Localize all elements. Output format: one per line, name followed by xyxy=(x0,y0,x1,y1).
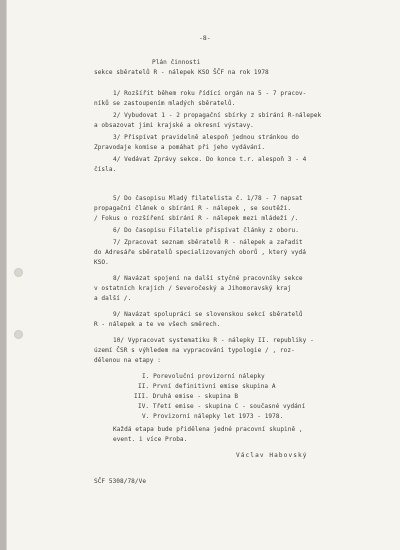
closing-line-1: Každá etapa bude přidělena jedné pracovní skupině , xyxy=(113,426,303,433)
reference-number: SČF 5308/78/Ve xyxy=(94,478,147,485)
item-5-line-1: 5/ Do časopisu Mladý filatelista č. 1/78 - 7 napsat xyxy=(113,195,303,202)
item-6: 6/ Do časopisu Filatelie přispívat články z oboru. xyxy=(113,227,299,234)
document-title: Plán činnosti xyxy=(152,59,201,66)
stage-1: I. Porevoluční provizorní nálepky xyxy=(142,373,265,380)
item-4-line-2: čísla. xyxy=(94,166,117,173)
item-7-line-2: do Adresáře sběratelů specializovaných oborů , který vydá xyxy=(94,249,306,256)
stage-2: II. První definitivní emise skupina A xyxy=(138,383,276,390)
item-3-line-2: Zpravodaje komise a pomáhat při jeho vydávání. xyxy=(94,144,266,151)
signature: Václav Habovský xyxy=(236,452,308,459)
punch-hole xyxy=(14,330,23,339)
stage-3: III. Druhá emise - skupina B xyxy=(134,393,239,400)
item-3-line-1: 3/ Přispívat pravidelně alespoň jednou stránkou do xyxy=(113,134,299,141)
punch-hole xyxy=(14,268,23,277)
item-7-line-1: 7/ Zpracovat seznam sběratelů R - nálepek a zařadit xyxy=(113,239,303,246)
item-10-line-3: dělenou na etapy : xyxy=(94,357,161,364)
item-1-line-1: 1/ Rozšířit během roku řídící orgán na 5 - 7 pracov- xyxy=(113,90,307,97)
item-1-line-2: níků se zastoupením mladých sběratelů. xyxy=(94,100,236,107)
item-5-line-3: / Fokus o rozšíření sbírání R - nálepek mezi mládeží /. xyxy=(94,215,299,222)
item-8-line-1: 8/ Navázat spojení na další styčné pracovníky sekce xyxy=(113,275,303,282)
item-4-line-1: 4/ Vedávat Zprávy sekce. Do konce t.r. alespoň 3 - 4 xyxy=(113,156,307,163)
item-5-line-2: propagační článek o sbírání R - nálepek , se soutěží. xyxy=(94,205,292,212)
item-9-line-1: 9/ Navázat spolupráci se slovenskou sekcí sběratelů xyxy=(113,311,303,318)
item-10-line-1: 10/ Vypracovat systematiku R - nálepky II. republiky - xyxy=(113,337,314,344)
item-2-line-1: 2/ Vybudovat 1 - 2 propagační sbírky z sbírání R-nálepek xyxy=(113,112,322,119)
closing-line-2: event. i více Proba. xyxy=(113,436,188,443)
stage-4: IV. Třetí emise - skupina C - současné vydání xyxy=(138,403,306,410)
document-subtitle: sekce sběratelů R - nálepek KSO ŠČF na rok 1978 xyxy=(94,69,269,76)
item-8-line-2: v ostatních krajích / Severočeský a Jihomoravský kraj xyxy=(94,285,292,292)
item-9-line-2: R - nálepek a te ve všech směrech. xyxy=(94,321,221,328)
item-2-line-2: a obsazovat jimi krajské a okresní výstavy. xyxy=(94,122,254,129)
item-10-line-2: území ČSR s výhledem na vypracování typologie / , roz- xyxy=(94,347,295,354)
page-number: -8- xyxy=(199,34,211,42)
item-8-line-3: a další /. xyxy=(94,295,132,302)
stage-5: V. Provizorní nálepky let 1973 - 1978. xyxy=(142,413,284,420)
item-7-line-3: KSO. xyxy=(94,259,109,266)
